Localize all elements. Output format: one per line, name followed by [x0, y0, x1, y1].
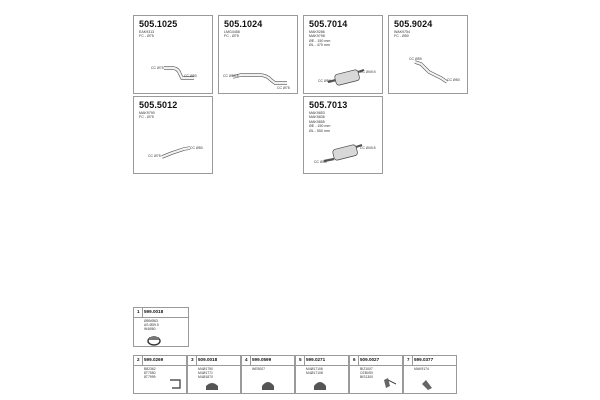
connector-label: CC Ø75 [151, 66, 164, 70]
spec-line: LMG4458 [224, 30, 240, 34]
part-card-505-7014[interactable] [303, 15, 383, 94]
connector-label: CC Ø59 [318, 79, 331, 83]
part-number: 505.5012 [139, 100, 178, 110]
part-card-505-1025[interactable] [133, 15, 213, 94]
spec-line: AS Ø59.5 [144, 323, 159, 328]
spec-line: ØL - 470 mm [309, 43, 330, 48]
spec-line: BIZ1007 [360, 367, 373, 371]
accessory-code: 509.0018 [198, 357, 218, 362]
part-number: 505.7014 [309, 19, 348, 29]
part-number: 505.9024 [394, 19, 433, 29]
muffler-drawing [304, 97, 384, 175]
part-card-505-9024[interactable] [388, 15, 468, 94]
accessory-index: 4 [245, 357, 248, 362]
connector-label: CC Ø59 [409, 57, 422, 61]
spec-line: Ø59/Ø63 [144, 319, 158, 323]
spec-line: M4Ø1870 [198, 375, 213, 380]
part-number: 505.1024 [224, 19, 263, 29]
accessory-card-6[interactable] [349, 355, 403, 394]
spec-line: M4Ø17106 [306, 367, 323, 371]
clamp-icon [350, 356, 404, 395]
gasket-icon [188, 356, 242, 395]
hanger-icon [242, 356, 296, 395]
spec-line: MAK9853 [309, 111, 325, 115]
spec-line: FC - Ø75 [139, 34, 154, 39]
connector-label: CC Ø49.5 [360, 70, 376, 74]
spec-line: M4Ø17108 [306, 371, 323, 376]
clamp-icon [134, 308, 190, 348]
accessory-code: 599.0377 [414, 357, 434, 362]
accessory-code: 509.0027 [360, 357, 380, 362]
spec-line: M4Ø1750 [198, 367, 213, 371]
connector-label: CC Ø59 [314, 160, 327, 164]
muffler-drawing [304, 16, 384, 95]
accessory-index: 3 [191, 357, 194, 362]
connector-label: CC Ø50 [184, 74, 197, 78]
accessory-card-3[interactable] [187, 355, 241, 394]
spec-line: MAK9286 [309, 30, 325, 34]
pipe-drawing [389, 16, 469, 95]
accessory-index: 2 [137, 357, 140, 362]
spec-line: WAK9754 [394, 30, 411, 34]
accessory-index: 5 [299, 357, 302, 362]
part-card-505-1024[interactable] [218, 15, 298, 94]
spec-line: EAK9313 [139, 30, 155, 34]
accessory-index: 1 [137, 309, 140, 314]
spec-line: W4Ø60 [144, 327, 156, 332]
accessory-code: 599.0271 [306, 357, 326, 362]
accessory-index: 7 [407, 357, 410, 362]
spec-line: M4Ø1771 [198, 371, 213, 376]
spec-line: MAK9836 [309, 115, 325, 120]
spec-line: ØL - 550 mm [309, 128, 330, 133]
accessory-code: 599.0599 [252, 357, 272, 362]
mount-icon [296, 356, 350, 395]
connector-label: CC Ø50 [447, 78, 460, 82]
accessory-index: 6 [353, 357, 356, 362]
spec-line: CEB0S0 [360, 371, 374, 376]
connector-label: CC Ø49.5 [360, 146, 376, 150]
spec-line: MAK9798 [309, 34, 325, 39]
spec-line: WE5007 [252, 367, 266, 371]
accessory-code: 599.0018 [144, 309, 164, 314]
spec-line: BIS1300 [360, 375, 374, 380]
accessory-card-2[interactable] [133, 355, 187, 394]
spec-line: ØE - 150 mm [309, 38, 331, 43]
pipe-drawing [134, 16, 214, 95]
bracket-icon [134, 356, 188, 395]
hanger-icon [404, 356, 458, 395]
accessory-code: 599.0269 [144, 357, 164, 362]
spec-line: MAK9855 [309, 119, 325, 124]
connector-label: CC Ø75 [148, 154, 161, 158]
connector-label: CC Ø50 [190, 146, 203, 150]
accessory-card-5[interactable] [295, 355, 349, 394]
spec-line: 8T7999 [144, 375, 156, 380]
pipe-drawing [219, 16, 299, 95]
spec-line: FC - Ø50 [394, 34, 409, 39]
part-card-505-7013[interactable] [303, 96, 383, 174]
spec-line: FC - Ø75 [224, 34, 239, 39]
connector-label: CC Ø75 [277, 86, 290, 90]
spec-line: FC - Ø75 [139, 115, 154, 120]
accessory-card-1[interactable] [133, 307, 189, 347]
part-number: 505.7013 [309, 100, 348, 110]
accessory-card-4[interactable] [241, 355, 295, 394]
accessory-card-7[interactable] [403, 355, 457, 394]
spec-line: B82362 [144, 367, 156, 371]
spec-line: ØE - 150 mm [309, 124, 331, 129]
spec-line: 8T7550 [144, 371, 156, 376]
part-number: 505.1025 [139, 19, 178, 29]
spec-line: MAK9174 [414, 367, 429, 371]
pipe-drawing [134, 97, 214, 175]
spec-line: MAK9790 [139, 111, 155, 115]
connector-label: CC Ø59.5 [223, 74, 239, 78]
part-card-505-5012[interactable] [133, 96, 213, 174]
